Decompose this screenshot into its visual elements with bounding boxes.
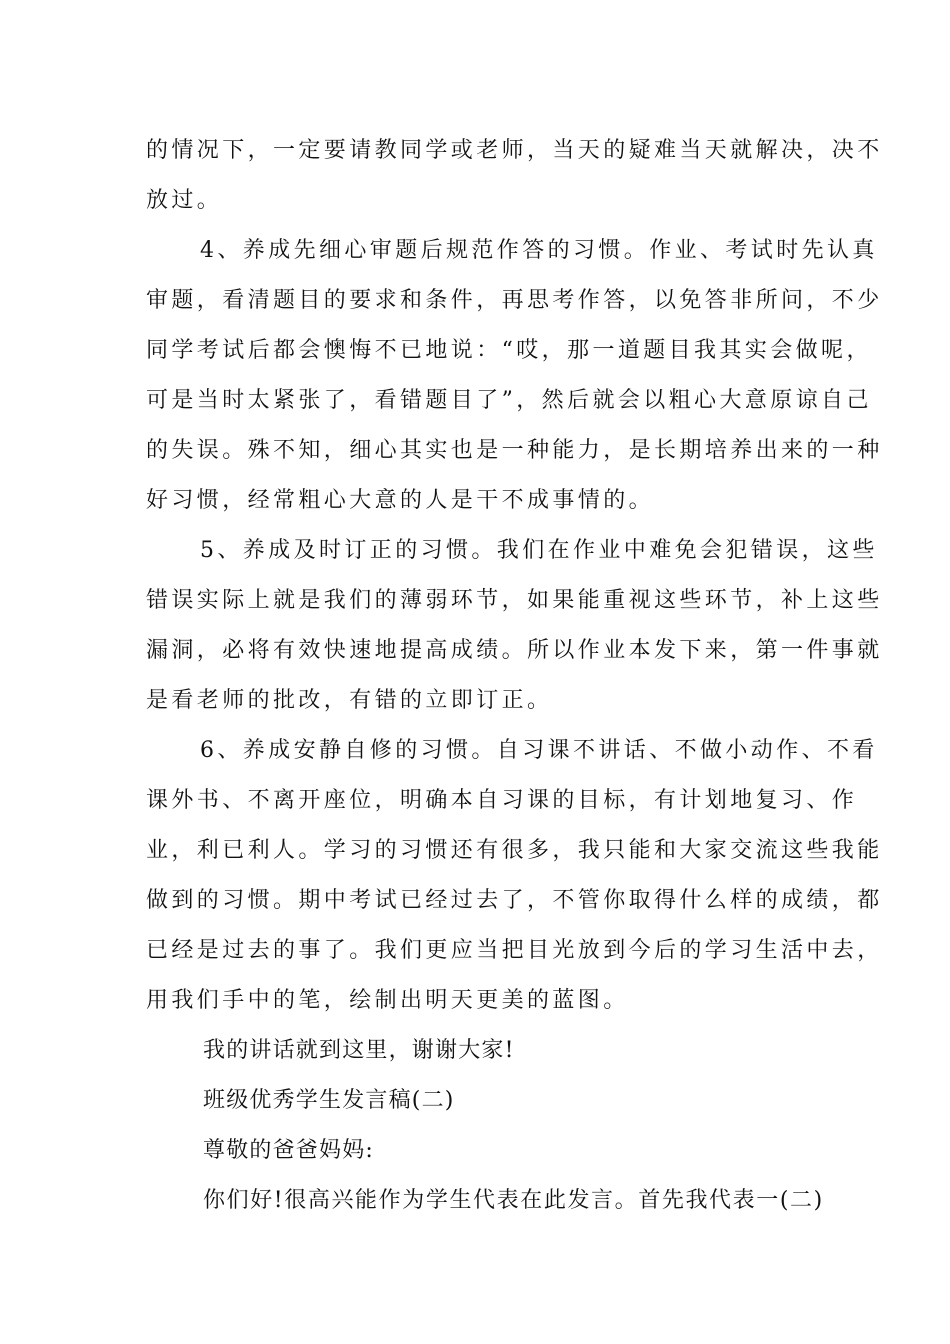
text-line-15: 业，利已利人。学习的习惯还有很多，我只能和大家交流这些我能: [146, 838, 883, 863]
text-line-12: 是看老师的批改，有错的立即订正。: [146, 688, 553, 713]
text-line-18: 用我们手中的笔，绘制出明天更美的蓝图。: [146, 988, 629, 1013]
text-line-4: 审题，看清题目的要求和条件，再思考作答，以免答非所问，不少: [146, 288, 883, 313]
text-line-11: 漏洞，必将有效快速地提高成绩。所以作业本发下来，第一件事就: [146, 638, 883, 663]
text-line-16: 做到的习惯。期中考试已经过去了，不管你取得什么样的成绩，都: [146, 888, 883, 913]
text-line-5: 同学考试后都会懊悔不已地说：“哎，那一道题目我其实会做呢，: [146, 338, 872, 363]
text-line-14: 课外书、不离开座位，明确本自习课的目标，有计划地复习、作: [146, 788, 858, 813]
salutation: 尊敬的爸爸妈妈:: [203, 1138, 375, 1163]
text-line-7: 的失误。殊不知，细心其实也是一种能力，是长期培养出来的一种: [146, 438, 883, 463]
text-line-6: 可是当时太紧张了，看错题目了”，然后就会以粗心大意原谅自己: [146, 388, 872, 413]
text-line-1: 的情况下，一定要请教同学或老师，当天的疑难当天就解决，决不: [146, 138, 883, 163]
text-line-17: 已经是过去的事了。我们更应当把目光放到今后的学习生活中去，: [146, 938, 883, 963]
text-line-13: 6、养成安静自修的习惯。自习课不讲话、不做小动作、不看: [200, 738, 878, 763]
opening-line: 你们好!很高兴能作为学生代表在此发言。首先我代表一(二): [203, 1188, 824, 1213]
text-line-2: 放过。: [146, 188, 223, 213]
text-line-9: 5、养成及时订正的习惯。我们在作业中难免会犯错误，这些: [200, 538, 878, 563]
text-line-10: 错误实际上就是我们的薄弱环节，如果能重视这些环节，补上这些: [146, 588, 883, 613]
section-heading: 班级优秀学生发言稿(二): [203, 1088, 455, 1113]
text-line-8: 好习惯，经常粗心大意的人是干不成事情的。: [146, 488, 655, 513]
closing-remark: 我的讲话就到这里，谢谢大家!: [203, 1038, 515, 1063]
text-line-3: 4、养成先细心审题后规范作答的习惯。作业、考试时先认真: [200, 238, 878, 263]
